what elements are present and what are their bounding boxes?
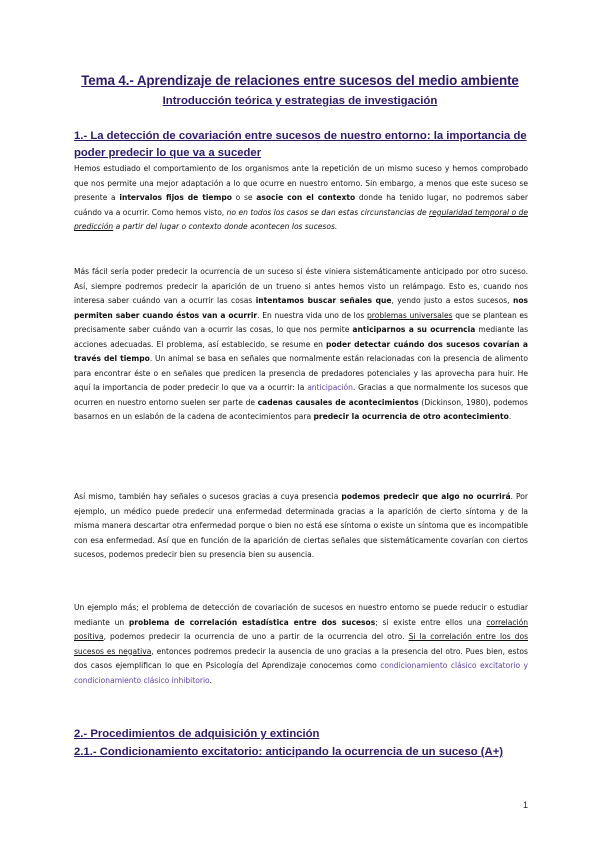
p4-bold-1: problema de correlación estadística entre dos sucesos	[128, 617, 376, 627]
page-number: 1	[522, 800, 528, 810]
p4-text-a: Un ejemplo más; el problema de detección de covariación de sucesos en nuestro entorno se puede reducir o estudiar mediante un	[74, 603, 528, 627]
p2-text-f: mediante las acciones adecuadas. El problema, así establecido, se resume en	[74, 325, 529, 349]
p2-text-a: Más fácil sería poder predecir la ocurrencia de un suceso si éste viniera sistemáticamente anticipado por otro suceso. Así, siempre podremos predecir la aparición de un trueno si antes hemos visto un relámpago. Esto es, cuando nos interesa saber cuándo van a ocurrir las cosas	[74, 267, 528, 306]
p2-text-d: . En nuestra vida uno de los	[257, 310, 367, 320]
p1-bold-1: intervalos fijos de tiempo	[119, 193, 232, 203]
p2-underline-1: problemas universales	[367, 310, 453, 320]
document-title: Tema 4.- Aprendizaje de relaciones entre sucesos del medio ambiente	[81, 73, 519, 88]
document-subtitle: Introducción teórica y estrategias de investigación	[162, 95, 438, 107]
p2-bold-2: nos permiten saber cuando éstos van a ocurrir	[74, 296, 529, 320]
paragraph-3	[74, 490, 528, 563]
p1-text-d: donde ha tenido lugar, no podremos saber cuándo va a ocurrir. Como hemos visto,	[74, 193, 528, 217]
p4-text-f: .	[209, 675, 212, 685]
p2-text-j: .	[508, 412, 512, 422]
p2-text-i: (Dickinson, 1980), podemos basarnos en un eslabón de la cadena de acontecimientos para	[74, 397, 528, 422]
section-1-heading: 1.- La detección de covariación entre sucesos de nuestro entorno: la importancia de poder predecir lo que va a suceder	[74, 130, 527, 159]
p2-text-g: . Un animal se basa en señales que normalmente están relacionadas con la presencia de alimento para encontrar éste o en señales que predicen la presencia de predadores potenciales y las aprovecha para huir. He aquí la importancia de poder predecir lo que va a ocurrir: la	[74, 354, 528, 393]
p1-italic-underline: regularidad temporal o de predicción	[74, 207, 528, 232]
p2-bold-6: predecir la ocurrencia de otro acontecimiento	[313, 412, 509, 422]
p4-text-e: , entonces podremos predecir la ausencia de uno gracias a la presencia del otro. Pues bien, estos dos casos ejemplifican lo que en Psicología del Aprendizaje conocemos como	[74, 646, 528, 671]
p1-bold-2: asocie con el contexto	[256, 193, 356, 203]
p2-text-h: . Gracias a que normalmente los sucesos que ocurren en nuestro entorno suelen ser parte de	[74, 383, 528, 407]
paragraph-4	[74, 601, 528, 688]
p4-underline-1: correlación positiva	[74, 617, 528, 642]
p1-text-c: o se	[231, 193, 257, 203]
p4-text-d: , podemos predecir la ocurrencia de uno a partir de la ocurrencia del otro.	[103, 632, 409, 642]
section-2-1-heading: 2.1.- Condicionamiento excitatorio: anticipando la ocurrencia de un suceso (A+)	[74, 746, 504, 758]
p3-text-a: Así mismo, también hay señales o sucesos gracias a cuya presencia	[74, 492, 342, 501]
p3-text-c: . Por ejemplo, un médico puede predecir una enfermedad determinada gracias a la aparición de cierto síntoma y de la misma manera descartar otra enfermedad porque o bien no está ese síntoma o existe un síntoma que es incompatible con esa enfermedad. Así que en función de la aparición de ciertas señales que sistemáticamente covarían con ciertos sucesos, podemos predecir bien su presencia bien su ausencia.	[74, 492, 528, 560]
p2-text-c: , yendo justo a estos sucesos,	[391, 296, 513, 306]
p2-bold-3: anticiparnos a su ocurrencia	[352, 325, 476, 335]
paragraph-1	[74, 162, 528, 235]
p2-bold-1: intentamos buscar señales que	[255, 296, 392, 306]
p2-bold-4: poder detectar cuándo dos sucesos covarían a través del tiempo	[74, 339, 528, 364]
p1-italic-2: a partir del lugar o contexto donde acontecen los sucesos.	[113, 222, 338, 232]
p2-bold-5: cadenas causales de acontecimientos	[257, 397, 419, 407]
p2-text-e: que se plantean es precisamente saber cuándo van a ocurrir las cosas, lo que nos permite	[74, 310, 528, 335]
section-2-heading: 2.- Procedimientos de adquisición y extinción	[74, 728, 320, 740]
p3-bold-1: podemos predecir que algo no ocurrirá	[341, 492, 511, 501]
p4-text-c: ; si existe entre ellos una	[375, 617, 487, 627]
p1-italic-1: no en todos los casos se dan estas circunstancias de	[226, 207, 430, 217]
p4-underline-2: Si la correlación entre los dos sucesos es negativa	[74, 632, 529, 656]
p4-highlight-condicionamiento: condicionamiento clásico excitatorio y condicionamiento clásico inhibitorio	[74, 661, 528, 685]
paragraph-2	[74, 265, 528, 425]
p2-highlight-anticipacion: anticipación	[307, 383, 353, 393]
p1-text-a: Hemos estudiado el comportamiento de los organismos ante la repetición de un mismo suceso y hemos comprobado que nos permite una mejor adaptación a lo que ocurre en nuestro entorno. Sin embargo, a menos que este suceso se presente a	[74, 164, 528, 203]
